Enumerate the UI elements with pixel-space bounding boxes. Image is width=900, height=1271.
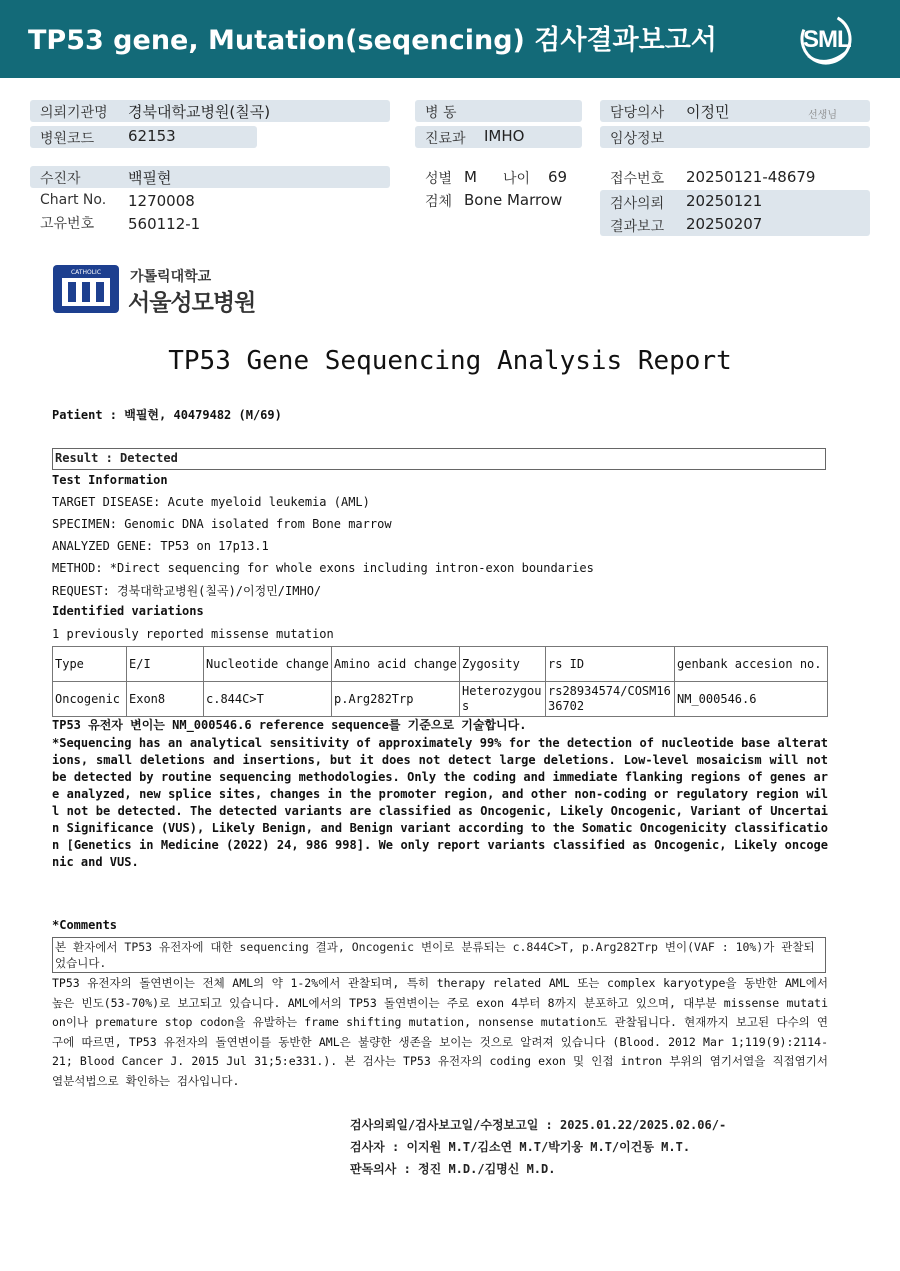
report-title: TP53 Gene Sequencing Analysis Report xyxy=(168,346,732,376)
doctor-value: 이정민 xyxy=(686,103,730,121)
unique-no-value: 560112-1 xyxy=(128,215,201,233)
sex-value: M xyxy=(464,168,477,186)
report-header-title: TP53 gene, Mutation(seqencing) 검사결과보고서 xyxy=(28,25,717,56)
institution-value: 경북대학교병원(칠곡) xyxy=(128,103,271,121)
patient-label: 수진자 xyxy=(40,171,81,187)
identified-heading: Identified variations xyxy=(52,604,204,618)
header-nucleotide-change: Nucleotide change xyxy=(204,647,332,682)
cell-genbank-accession: NM_000546.6 xyxy=(675,682,828,717)
age-label: 나이 xyxy=(503,171,531,187)
comments-heading: *Comments xyxy=(52,918,118,932)
hospital-code-value: 62153 xyxy=(128,127,176,145)
reference-line: TP53 유전자 변이는 NM_000546.6 reference sequence를 기준으로 기술합니다. xyxy=(52,718,527,732)
chart-no-label: Chart No. xyxy=(40,192,107,208)
request-date-label: 검사의뢰 xyxy=(610,196,665,212)
variants-table xyxy=(52,646,828,717)
dept-value: IMHO xyxy=(484,127,525,145)
header-rs-id: rs ID xyxy=(546,647,675,682)
sensitivity-paragraph: *Sequencing has an analytical sensitivity of approximately 99% for the detection of nucleotide base alterations, small deletions and insertions, but it does not detect large deletions. Low-level mosaicism will not be detected by routine sequencing methodologies. Only the coding and immediate flanking regions of genes are analyzed, new splice sites, changes in the promoter region, and other non-coding or regulatory region will not be detected. The detected variants are classified as Oncogenic, Likely Oncogenic, Variant of Uncertain Significance (VUS), Likely Benign, and Benign variant according to the Somatic Oncogenicity classification [Genetics in Medicine (2022) 24, 986 998]. We only report variants classified as Oncogenic, Likely oncogenic and VUS. xyxy=(52,736,828,869)
ward-label: 병 동 xyxy=(425,105,457,121)
result-line: Result : Detected xyxy=(55,451,178,465)
header-type: Type xyxy=(53,647,127,682)
test-info-heading: Test Information xyxy=(52,473,168,487)
receipt-value: 20250121-48679 xyxy=(686,168,816,186)
sml-logo-text: SML xyxy=(803,26,851,53)
clinical-label: 임상정보 xyxy=(610,131,665,147)
signature-examiners: 검사자 : 이지원 M.T/김소연 M.T/박기웅 M.T/이건동 M.T. xyxy=(350,1140,691,1154)
cell-zygosity: Heterozygous xyxy=(460,682,546,717)
method-line: METHOD: *Direct sequencing for whole exons including intron-exon boundaries xyxy=(52,561,594,575)
specimen-value: Bone Marrow xyxy=(464,191,563,209)
header-amino-acid-change: Amino acid change xyxy=(332,647,460,682)
header-exon-intron: E/I xyxy=(127,647,204,682)
hospital-code-label: 병원코드 xyxy=(40,131,95,147)
hospital-emblem-icon xyxy=(52,264,120,314)
report-header xyxy=(0,0,900,78)
report-date-value: 20250207 xyxy=(686,215,763,233)
hospital-main-name: 서울성모병원 xyxy=(128,290,256,316)
comment-paragraph: TP53 유전자의 돌연변이는 전체 AML의 약 1-2%에서 관찰되며, 특히 therapy related AML 또는 complex karyotype을 동반한 AML에서 높은 빈도(53-70%)로 보고되고 있습니다. AML에서의 TP53 돌연변이는 주로 exon 4부터 8까지 분포하고 있으며, 대부분 missense mutation이나 premature stop codon을 유발하는 frame shifting mutation, nonsense mutation도 관찰됩니다. 현재까지 보고된 다수의 연구에 따르면, TP53 유전자의 돌연변이를 동반한 AML은 불량한 생존을 보이는 것으로 알려져 있습니다 (Blood. 2012 Mar 1;119(9):2114-21; Blood Cancer J. 2015 Jul 31;5:e331.). 본 검사는 TP53 유전자의 coding exon 및 인접 intron 부위의 염기서열을 직접염기서열분석법으로 확인하는 검사입니다. xyxy=(52,976,828,1088)
variants-header-row xyxy=(53,647,828,682)
target-disease-line: TARGET DISEASE: Acute myeloid leukemia (AML) xyxy=(52,495,370,509)
header-genbank-accession: genbank accesion no. xyxy=(675,647,828,682)
comment-box xyxy=(52,937,826,973)
signature-readers: 판독의사 : 정진 M.D./김명신 M.D. xyxy=(350,1162,556,1176)
table-row xyxy=(53,682,828,717)
header-zygosity: Zygosity xyxy=(460,647,546,682)
dept-label: 진료과 xyxy=(425,131,466,147)
cell-amino-acid-change: p.Arg282Trp xyxy=(332,682,460,717)
cell-exon-intron: Exon8 xyxy=(127,682,204,717)
request-line: REQUEST: 경북대학교병원(칠곡)/이정민/IMHO/ xyxy=(52,584,322,598)
patient-line: Patient : 백필현, 40479482 (M/69) xyxy=(52,408,282,422)
cell-rs-id: rs28934574/COSM1636702 xyxy=(546,682,675,717)
hospital-emblem-text: CATHOLIC xyxy=(70,269,102,276)
analyzed-gene-line: ANALYZED GENE: TP53 on 17p13.1 xyxy=(52,539,269,553)
result-box xyxy=(52,448,826,470)
patient-value: 백필현 xyxy=(128,169,172,187)
age-value: 69 xyxy=(548,168,568,186)
hospital-sub-name: 가톨릭대학교 xyxy=(130,269,212,285)
cell-type: Oncogenic xyxy=(53,682,127,717)
patient-bar xyxy=(30,166,390,188)
institution-label: 의뢰기관명 xyxy=(40,105,108,121)
signature-dates: 검사의뢰일/검사보고일/수정보고일 : 2025.01.22/2025.02.06/- xyxy=(350,1118,727,1132)
unique-no-label: 고유번호 xyxy=(40,216,95,232)
doctor-label: 담당의사 xyxy=(610,105,665,121)
comment-boxed-text: 본 환자에서 TP53 유전자에 대한 sequencing 결과, Oncogenic 변이로 분류되는 c.844C>T, p.Arg282Trp 변이(VAF : 10%)가 관찰되었습니다. xyxy=(55,940,815,970)
report-date-label: 결과보고 xyxy=(610,219,665,235)
receipt-label: 접수번호 xyxy=(610,171,665,187)
request-date-value: 20250121 xyxy=(686,192,763,210)
doctor-suffix: 선생님 xyxy=(808,110,837,121)
specimen-line: SPECIMEN: Genomic DNA isolated from Bone marrow xyxy=(52,517,392,531)
specimen-label: 검체 xyxy=(425,194,453,210)
identified-summary: 1 previously reported missense mutation xyxy=(52,627,334,641)
sex-label: 성별 xyxy=(425,171,453,187)
cell-nucleotide-change: c.844C>T xyxy=(204,682,332,717)
chart-no-value: 1270008 xyxy=(128,192,195,210)
